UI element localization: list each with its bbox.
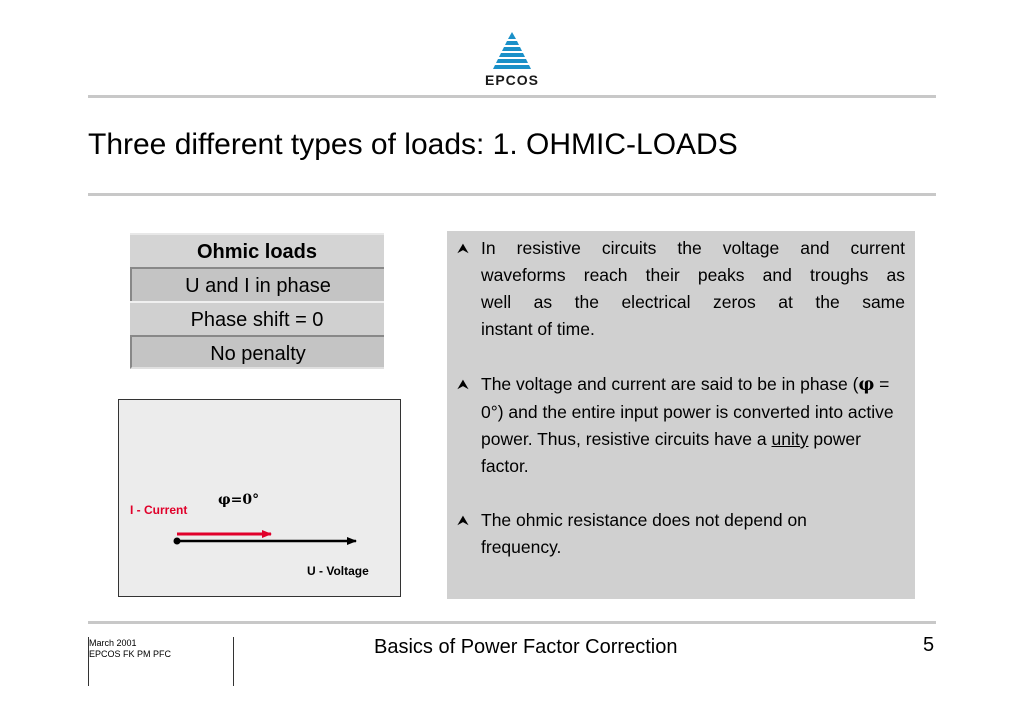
bullet-text: power factor. — [481, 429, 861, 476]
bullet-text: The voltage and current are said to be in phase ( — [481, 374, 859, 394]
footer-dept: EPCOS FK PM PFC — [89, 649, 172, 659]
top-divider — [88, 95, 936, 98]
current-label: I - Current — [130, 503, 188, 517]
phase-angle-label: φ=0° — [218, 492, 260, 508]
footer-title: Basics of Power Factor Correction — [374, 636, 678, 658]
table-row: U and I in phase — [130, 267, 384, 301]
bullet-text: = 0°) and the entire input power is converted into active power. Thus, resistive circuits have a — [481, 374, 894, 449]
footer-info — [89, 638, 171, 660]
page-number: 5 — [923, 634, 935, 656]
bullet-line: In resistive circuits the voltage and current — [481, 238, 905, 258]
bullet-line: instant of time. — [481, 319, 595, 339]
bullet-item — [457, 235, 905, 343]
arrow-up-icon: ⮝ — [457, 376, 469, 392]
phasor-origin — [174, 538, 181, 545]
arrow-up-icon: ⮝ — [457, 240, 469, 256]
phi-symbol: φ — [858, 375, 875, 395]
explanation-panel — [447, 231, 915, 599]
footer-separator — [233, 637, 234, 686]
footer-date: March 2001 — [89, 638, 137, 648]
arrow-up-icon: ⮝ — [457, 512, 469, 528]
ohmic-loads-table — [130, 233, 384, 369]
bullet-text: The ohmic resistance does not depend on frequency. — [481, 510, 807, 557]
voltage-label: U - Voltage — [307, 564, 369, 578]
unity-term: unity — [771, 429, 809, 449]
footer-divider — [88, 621, 936, 624]
bullet-item — [457, 507, 905, 561]
table-header: Ohmic loads — [130, 233, 384, 267]
bullet-line: well as the electrical zeros at the same — [481, 292, 905, 312]
bullet-item — [457, 371, 905, 480]
table-row: Phase shift = 0 — [130, 301, 384, 335]
table-row: No penalty — [130, 335, 384, 369]
brand-name: EPCOS — [484, 72, 539, 88]
title-divider — [88, 193, 936, 196]
phasor-diagram — [118, 399, 401, 597]
bullet-line: waveforms reach their peaks and troughs as — [481, 265, 905, 285]
slide-title: Three different types of loads: 1. OHMIC-LOADS — [88, 128, 738, 161]
